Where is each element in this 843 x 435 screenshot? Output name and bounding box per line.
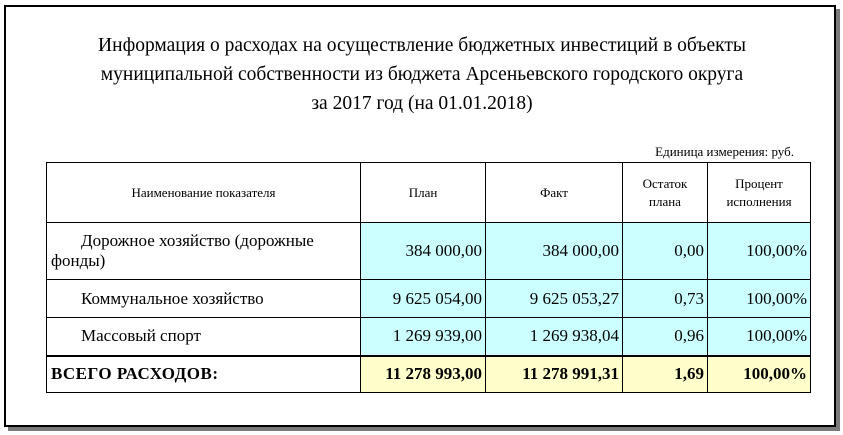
row-plan: 1 269 939,00 xyxy=(361,318,486,356)
header-name: Наименование показателя xyxy=(47,163,361,223)
row-fact: 9 625 053,27 xyxy=(486,280,623,318)
table-row xyxy=(47,318,811,356)
report-title xyxy=(6,31,838,118)
total-row xyxy=(47,356,811,393)
title-line-2: муниципальной собственности из бюджета Арсеньевского городского округа xyxy=(100,64,744,85)
row-plan: 9 625 054,00 xyxy=(361,280,486,318)
row-remainder: 0,73 xyxy=(623,280,708,318)
expenses-table xyxy=(46,162,811,393)
row-percent: 100,00% xyxy=(708,318,811,356)
title-line-1: Информация о расходах на осуществление бюджетных инвестиций в объекты xyxy=(98,35,746,56)
total-name: ВСЕГО РАСХОДОВ: xyxy=(47,356,361,393)
table-header-row xyxy=(47,163,811,223)
row-name: Дорожное хозяйство (дорожные фонды) xyxy=(47,223,361,280)
header-fact: Факт xyxy=(486,163,623,223)
row-percent: 100,00% xyxy=(708,280,811,318)
row-fact: 384 000,00 xyxy=(486,223,623,280)
total-plan: 11 278 993,00 xyxy=(361,356,486,393)
row-remainder: 0,96 xyxy=(623,318,708,356)
total-fact: 11 278 991,31 xyxy=(486,356,623,393)
row-remainder: 0,00 xyxy=(623,223,708,280)
row-name: Массовый спорт xyxy=(47,318,361,356)
row-percent: 100,00% xyxy=(708,223,811,280)
table-row xyxy=(47,223,811,280)
header-plan: План xyxy=(361,163,486,223)
report-frame xyxy=(4,5,836,427)
row-name: Коммунальное хозяйство xyxy=(47,280,361,318)
unit-label: Единица измерения: руб. xyxy=(655,144,794,159)
header-percent: Процент исполнения xyxy=(708,163,811,223)
row-plan: 384 000,00 xyxy=(361,223,486,280)
table-row xyxy=(47,280,811,318)
title-line-3: за 2017 год (на 01.01.2018) xyxy=(311,93,533,114)
header-remainder: Остаток плана xyxy=(623,163,708,223)
total-percent: 100,00% xyxy=(708,356,811,393)
row-fact: 1 269 938,04 xyxy=(486,318,623,356)
total-remainder: 1,69 xyxy=(623,356,708,393)
